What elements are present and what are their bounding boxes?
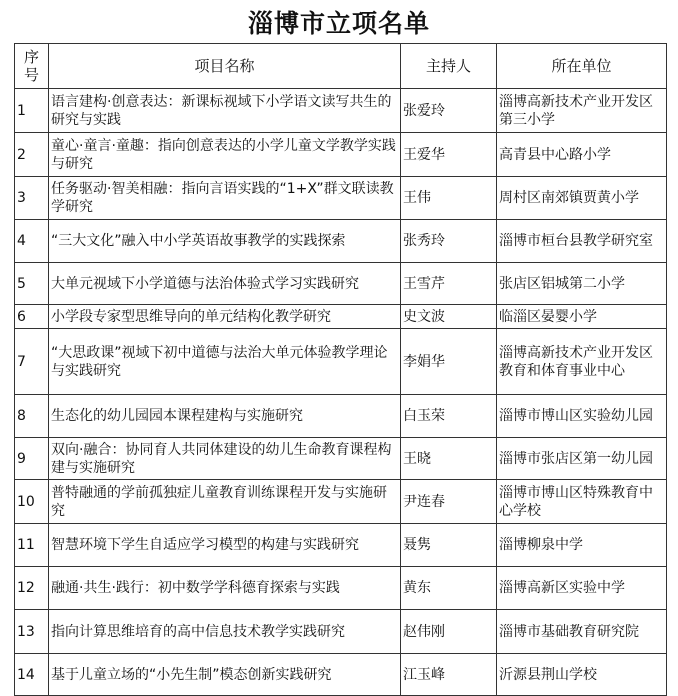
row-number: 4 [15, 220, 49, 263]
row-project-name: 指向计算思维培育的高中信息技术教学实践研究 [49, 610, 401, 654]
row-project-name: 童心·童言·童趣：指向创意表达的小学儿童文学教学实践与研究 [49, 133, 401, 177]
table-row [15, 567, 667, 610]
table-header-row [15, 44, 667, 89]
row-host: 白玉荣 [401, 395, 497, 438]
row-unit: 淄博市博山区实验幼儿园 [497, 395, 667, 438]
row-project-name: 语言建构·创意表达：新课标视域下小学语文读写共生的研究与实践 [49, 89, 401, 133]
row-unit: 淄博高新技术产业开发区第三小学 [497, 89, 667, 133]
row-number: 9 [15, 438, 49, 480]
row-unit: 淄博市博山区特殊教育中心学校 [497, 480, 667, 524]
row-unit: 淄博高新技术产业开发区教育和体育事业中心 [497, 329, 667, 395]
row-number: 3 [15, 177, 49, 220]
row-host: 王晓 [401, 438, 497, 480]
row-host: 赵伟刚 [401, 610, 497, 654]
row-host: 江玉峰 [401, 654, 497, 696]
row-number: 11 [15, 524, 49, 567]
row-host: 聂隽 [401, 524, 497, 567]
table-row [15, 220, 667, 263]
row-project-name: 任务驱动·智美相融：指向言语实践的“1+X”群文联读教学研究 [49, 177, 401, 220]
page-title: 淄博市立项名单 [247, 9, 430, 38]
row-host: 王伟 [401, 177, 497, 220]
table-row [15, 177, 667, 220]
table-row [15, 89, 667, 133]
row-host: 李娟华 [401, 329, 497, 395]
row-unit: 张店区铝城第二小学 [497, 263, 667, 305]
row-unit: 淄博柳泉中学 [497, 524, 667, 567]
row-number: 14 [15, 654, 49, 696]
row-host: 张爱玲 [401, 89, 497, 133]
header-host: 主持人 [401, 44, 497, 89]
table-row [15, 654, 667, 696]
row-unit: 淄博高新区实验中学 [497, 567, 667, 610]
row-project-name: “三大文化”融入中小学英语故事教学的实践探索 [49, 220, 401, 263]
row-host: 王雪芹 [401, 263, 497, 305]
row-project-name: “大思政课”视域下初中道德与法治大单元体验教学理论与实践研究 [49, 329, 401, 395]
row-project-name: 智慧环境下学生自适应学习模型的构建与实践研究 [49, 524, 401, 567]
row-host: 史文波 [401, 305, 497, 329]
row-project-name: 融通·共生·践行：初中数学学科德育探索与实践 [49, 567, 401, 610]
row-project-name: 小学段专家型思维导向的单元结构化教学研究 [49, 305, 401, 329]
row-project-name: 生态化的幼儿园园本课程建构与实施研究 [49, 395, 401, 438]
row-project-name: 大单元视域下小学道德与法治体验式学习实践研究 [49, 263, 401, 305]
table-row [15, 524, 667, 567]
row-number: 13 [15, 610, 49, 654]
row-number: 5 [15, 263, 49, 305]
table-row [15, 395, 667, 438]
table-row [15, 438, 667, 480]
row-host: 张秀玲 [401, 220, 497, 263]
row-unit: 淄博市桓台县教学研究室 [497, 220, 667, 263]
row-project-name: 双向·融合：协同育人共同体建设的幼儿生命教育课程构建与实施研究 [49, 438, 401, 480]
row-unit: 高青县中心路小学 [497, 133, 667, 177]
table-row [15, 480, 667, 524]
table-row [15, 305, 667, 329]
row-unit: 沂源县荆山学校 [497, 654, 667, 696]
table-row [15, 329, 667, 395]
row-project-name: 普特融通的学前孤独症儿童教育训练课程开发与实施研究 [49, 480, 401, 524]
row-host: 黄东 [401, 567, 497, 610]
table-row [15, 133, 667, 177]
header-unit: 所在单位 [497, 44, 667, 89]
row-number: 12 [15, 567, 49, 610]
row-unit: 淄博市基础教育研究院 [497, 610, 667, 654]
row-number: 7 [15, 329, 49, 395]
table-row [15, 263, 667, 305]
row-number: 1 [15, 89, 49, 133]
row-number: 8 [15, 395, 49, 438]
row-number: 6 [15, 305, 49, 329]
row-host: 尹连春 [401, 480, 497, 524]
row-number: 10 [15, 480, 49, 524]
header-project-name: 项目名称 [49, 44, 401, 89]
row-unit: 临淄区晏婴小学 [497, 305, 667, 329]
row-unit: 淄博市张店区第一幼儿园 [497, 438, 667, 480]
header-number: 序号 [15, 44, 49, 89]
row-host: 王爱华 [401, 133, 497, 177]
row-unit: 周村区南郊镇贾黄小学 [497, 177, 667, 220]
row-number: 2 [15, 133, 49, 177]
row-project-name: 基于儿童立场的“小先生制”模态创新实践研究 [49, 654, 401, 696]
table-row [15, 610, 667, 654]
project-roster-table [14, 43, 667, 696]
